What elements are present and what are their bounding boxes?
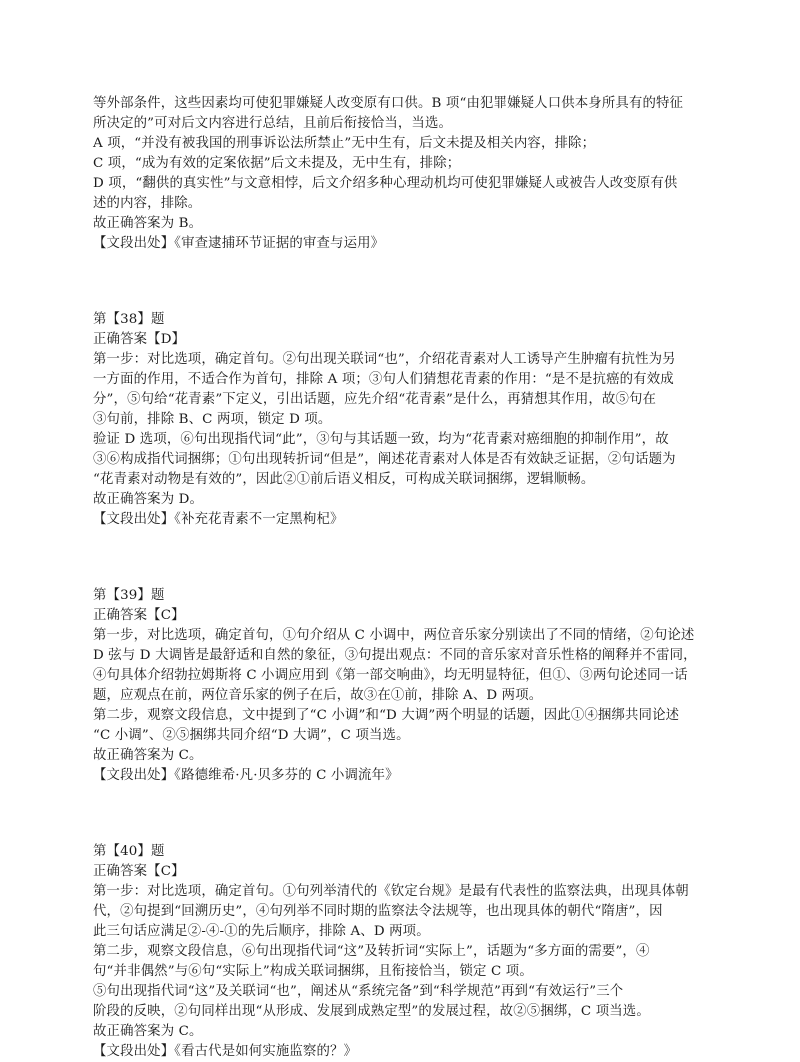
text-line: 所决定的”可对后文内容进行总结，且前后衔接恰当，当选。 <box>93 116 453 131</box>
question-number: 第【39】题 <box>93 588 165 603</box>
correct-answer-line: 故正确答案为 D。 <box>93 492 204 507</box>
source-line: 【文段出处】《看古代是如何实施监察的？》 <box>93 1044 358 1059</box>
text-line: ④句具体介绍勃拉姆斯将 C 小调应用到《第一部交响曲》，均无明显特征，但①、③两句论述同一话 <box>93 668 688 683</box>
text-line: “C 小调”、②⑤捆绑共同介绍“D 大调”，C 项当选。 <box>93 728 410 743</box>
correct-answer-label: 正确答案【D】 <box>93 332 186 347</box>
source-line: 【文段出处】《补充花青素不一定黑枸杞》 <box>93 512 344 527</box>
text-line: 分”，⑤句给“花青素”下定义，引出话题，应先介绍“花青素”是什么，再猜想其作用，故⑤句在 <box>93 392 657 407</box>
text-line: 代，②句提到“回溯历史”，④句列举不同时期的监察法令法规等，也出现具体的朝代“隋唐”，因 <box>93 904 663 919</box>
text-line: 一方面的作用，不适合作为首句，排除 A 项；③句人们猜想花青素的作用：“是不是抗癌的有效成 <box>93 372 674 387</box>
text-line: ③⑥构成指代词捆绑；①句出现转折词“但是”，阐述花青素对人体是否有效缺乏证据，②句话题为 <box>93 452 676 467</box>
text-line: D 弦与 D 大调皆是最舒适和自然的象征，③句提出观点：不同的音乐家对音乐性格的阐释并不雷同， <box>93 648 697 663</box>
question-38-section <box>93 310 715 530</box>
text-line: D 项，“翻供的真实性”与文意相悖，后文介绍多种心理动机均可使犯罪嫌疑人或被告人改变原有供 <box>93 176 678 191</box>
text-line: 第一步：对比选项，确定首句。①句列举清代的《钦定台规》是最有代表性的监察法典，出现具体朝 <box>93 884 689 899</box>
correct-answer-line: 故正确答案为 B。 <box>93 216 203 231</box>
correct-answer-line: 故正确答案为 C。 <box>93 1024 203 1039</box>
question-number: 第【38】题 <box>93 312 165 327</box>
text-line: 第一步，对比选项，确定首句，①句介绍从 C 小调中，两位音乐家分别读出了不同的情绪，②句论述 <box>93 628 695 643</box>
text-line: 述的内容，排除。 <box>93 196 202 211</box>
question-40-section <box>93 842 715 1062</box>
text-line: 等外部条件，这些因素均可使犯罪嫌疑人改变原有口供。B 项“由犯罪嫌疑人口供本身所具有的特征 <box>93 96 684 111</box>
correct-answer-label: 正确答案【C】 <box>93 608 185 623</box>
text-line: 句“并非偶然”与⑥句“实际上”构成关联词捆绑，且衔接恰当，锁定 C 项。 <box>93 964 533 979</box>
source-line: 【文段出处】《审查逮捕环节证据的审查与运用》 <box>93 236 385 251</box>
text-line: 第一步：对比选项，确定首句。②句出现关联词“也”，介绍花青素对人工诱导产生肿瘤有抗性为另 <box>93 352 676 367</box>
text-line: 阶段的反映，②句同样出现“从形成、发展到成熟定型”的发展过程，故②⑤捆绑，C 项当选。 <box>93 1004 650 1019</box>
text-line: 验证 D 选项，⑥句出现指代词“此”，③句与其话题一致，均为“花青素对癌细胞的抑制作用”，故 <box>93 432 669 447</box>
text-line: “花青素对动物是有效的”，因此②①前后语义相反，可构成关联词捆绑，逻辑顺畅。 <box>93 472 595 487</box>
text-line: 题，应观点在前，两位音乐家的例子在后，故③在①前，排除 A、D 两项。 <box>93 688 543 703</box>
text-line: 第二步，观察文段信息，⑥句出现指代词“这”及转折词“实际上”，话题为“多方面的需要”，④ <box>93 944 650 959</box>
correct-answer-line: 故正确答案为 C。 <box>93 748 203 763</box>
source-line: 【文段出处】《路德维希·凡·贝多芬的 C 小调流年》 <box>93 768 399 783</box>
text-line: C 项，“成为有效的定案依据”后文未提及，无中生有，排除； <box>93 156 461 171</box>
text-line: A 项，“并没有被我国的刑事诉讼法所禁止”无中生有，后文未提及相关内容，排除； <box>93 136 596 151</box>
correct-answer-label: 正确答案【C】 <box>93 864 185 879</box>
text-line: 第二步，观察文段信息，文中提到了“C 小调”和“D 大调”两个明显的话题，因此①④捆绑共同论述 <box>93 708 680 723</box>
question-number: 第【40】题 <box>93 844 165 859</box>
document-page <box>93 94 715 1062</box>
question-39-section <box>93 586 715 786</box>
text-line: ③句前，排除 B、C 两项，锁定 D 项。 <box>93 412 332 427</box>
text-line: 此三句话应满足②-④-①的先后顺序，排除 A、D 两项。 <box>93 924 430 939</box>
answer-explanation-continued <box>93 94 715 254</box>
text-line: ⑤句出现指代词“这”及关联词“也”，阐述从“系统完备”到“科学规范”再到“有效运行”三个 <box>93 984 624 999</box>
